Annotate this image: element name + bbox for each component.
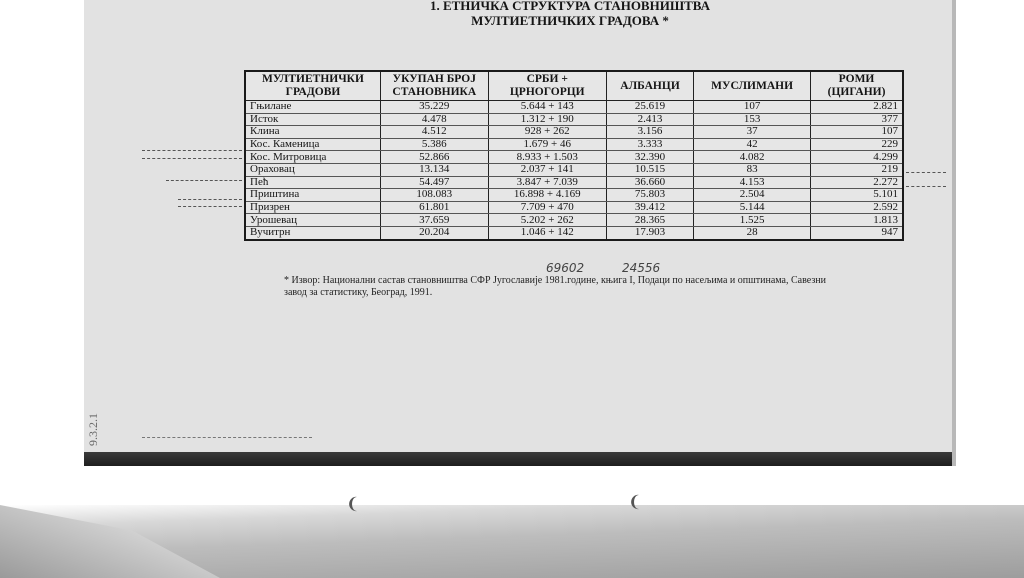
cell-muslims: 42 (694, 138, 811, 151)
table-header-row (245, 71, 903, 101)
handwritten-sum-right: 24556 (622, 261, 661, 275)
header-albanians: АЛБАНЦИ (606, 71, 693, 101)
table-row (245, 151, 903, 164)
cell-albanians: 75.803 (606, 189, 693, 202)
cell-muslims: 2.504 (694, 189, 811, 202)
cell-city: Гњилане (245, 101, 380, 114)
cell-serbs: 2.037 + 141 (488, 163, 606, 176)
cell-muslims: 5.144 (694, 201, 811, 214)
ethnic-structure-table (244, 70, 904, 241)
table-row (245, 214, 903, 227)
cell-albanians: 2.413 (606, 113, 693, 126)
table-title (330, 0, 810, 28)
margin-handwritten-note: 9.3.2.1 (86, 413, 100, 446)
cell-roma: 377 (811, 113, 903, 126)
table-row (245, 113, 903, 126)
table-row (245, 101, 903, 114)
source-footnote: * Извор: Национални састав становништва СФР Југославије 1981.године, књига I, Подаци по насељима и општинама, Савезни завод за статистику, Београд, 1991. (284, 275, 826, 298)
header-serbs: СРБИ + ЦРНОГОРЦИ (488, 71, 606, 101)
cell-roma: 107 (811, 126, 903, 139)
table-row (245, 189, 903, 202)
header-city: МУЛТИЕТНИЧКИ ГРАДОВИ (245, 71, 380, 101)
cell-city: Исток (245, 113, 380, 126)
cell-serbs: 1.312 + 190 (488, 113, 606, 126)
cell-roma: 2.592 (811, 201, 903, 214)
cell-city: Кос. Каменица (245, 138, 380, 151)
header-total: УКУПАН БРОЈ СТАНОВНИКА (380, 71, 488, 101)
table-row (245, 126, 903, 139)
cell-albanians: 10.515 (606, 163, 693, 176)
scan-artifact-line (178, 206, 242, 207)
cell-total: 37.659 (380, 214, 488, 227)
cell-serbs: 16.898 + 4.169 (488, 189, 606, 202)
cell-roma: 947 (811, 226, 903, 239)
cell-serbs: 3.847 + 7.039 (488, 176, 606, 189)
cell-city: Пећ (245, 176, 380, 189)
cell-roma: 1.813 (811, 214, 903, 227)
cell-serbs: 1.679 + 46 (488, 138, 606, 151)
cell-roma: 5.101 (811, 189, 903, 202)
cell-albanians: 25.619 (606, 101, 693, 114)
title-line-1: 1. ЕТНИЧКА СТРУКТУРА СТАНОВНИШТВА (429, 0, 711, 13)
punch-hole-mark: ❨ (346, 496, 360, 513)
cell-total: 52.866 (380, 151, 488, 164)
cell-total: 4.478 (380, 113, 488, 126)
cell-albanians: 32.390 (606, 151, 693, 164)
cell-albanians: 17.903 (606, 226, 693, 239)
cell-total: 5.386 (380, 138, 488, 151)
cell-muslims: 4.082 (694, 151, 811, 164)
handwritten-sum-left: 69602 (546, 261, 585, 275)
cell-roma: 219 (811, 163, 903, 176)
cell-muslims: 4.153 (694, 176, 811, 189)
cell-serbs: 8.933 + 1.503 (488, 151, 606, 164)
cell-total: 54.497 (380, 176, 488, 189)
header-roma: РОМИ (ЦИГАНИ) (811, 71, 903, 101)
cell-city: Вучитрн (245, 226, 380, 239)
cell-albanians: 3.156 (606, 126, 693, 139)
cell-muslims: 37 (694, 126, 811, 139)
cell-muslims: 107 (694, 101, 811, 114)
cell-muslims: 153 (694, 113, 811, 126)
cell-muslims: 1.525 (694, 214, 811, 227)
cell-serbs: 928 + 262 (488, 126, 606, 139)
cell-albanians: 3.333 (606, 138, 693, 151)
cell-total: 13.134 (380, 163, 488, 176)
cell-albanians: 36.660 (606, 176, 693, 189)
cell-roma: 229 (811, 138, 903, 151)
page-bottom-edge (84, 452, 956, 466)
cell-albanians: 28.365 (606, 214, 693, 227)
scan-artifact-line (166, 180, 242, 181)
cell-serbs: 5.644 + 143 (488, 101, 606, 114)
cell-total: 35.229 (380, 101, 488, 114)
cell-serbs: 5.202 + 262 (488, 214, 606, 227)
cell-city: Урошевац (245, 214, 380, 227)
cell-muslims: 28 (694, 226, 811, 239)
cell-muslims: 83 (694, 163, 811, 176)
table-row (245, 226, 903, 239)
cell-city: Клина (245, 126, 380, 139)
cell-total: 4.512 (380, 126, 488, 139)
cell-roma: 4.299 (811, 151, 903, 164)
cell-city: Приштина (245, 189, 380, 202)
cell-roma: 2.821 (811, 101, 903, 114)
cell-city: Кос. Митровица (245, 151, 380, 164)
title-line-2: МУЛТИЕТНИЧКИХ ГРАДОВА * (471, 13, 669, 28)
cell-total: 20.204 (380, 226, 488, 239)
cell-serbs: 1.046 + 142 (488, 226, 606, 239)
scan-artifact-line (142, 150, 242, 151)
page-right-edge (952, 0, 956, 466)
scan-artifact-line (906, 186, 946, 187)
cell-roma: 2.272 (811, 176, 903, 189)
cell-total: 108.083 (380, 189, 488, 202)
cell-city: Призрен (245, 201, 380, 214)
table-row (245, 163, 903, 176)
table-row (245, 176, 903, 189)
scan-artifact-line (142, 158, 242, 159)
scan-artifact-line (178, 199, 242, 200)
cell-city: Ораховац (245, 163, 380, 176)
table-row (245, 201, 903, 214)
cell-albanians: 39.412 (606, 201, 693, 214)
header-muslims: МУСЛИМАНИ (694, 71, 811, 101)
table-row (245, 138, 903, 151)
scan-artifact-line (906, 172, 946, 173)
cell-total: 61.801 (380, 201, 488, 214)
cell-serbs: 7.709 + 470 (488, 201, 606, 214)
scan-artifact-line (142, 437, 312, 438)
punch-hole-mark: ❨ (628, 494, 642, 511)
